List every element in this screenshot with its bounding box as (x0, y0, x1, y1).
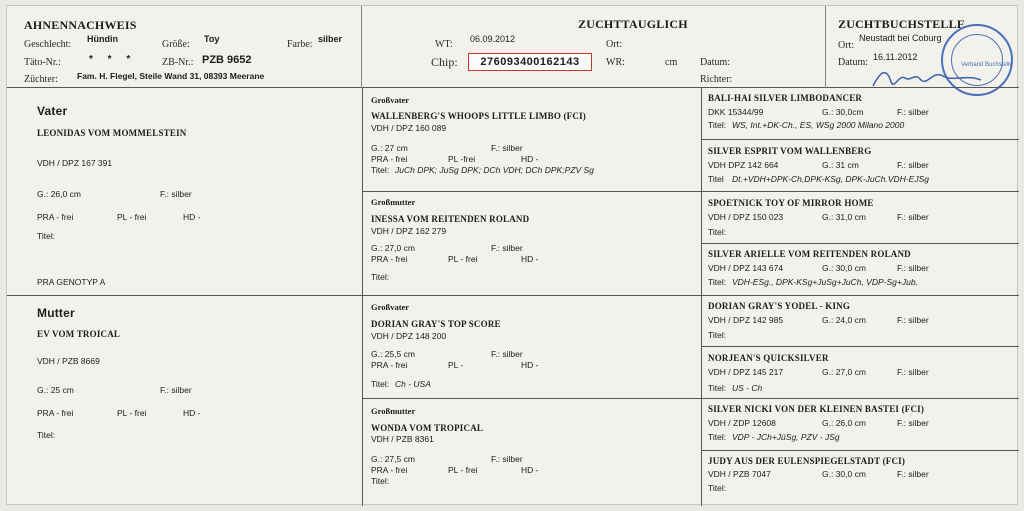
ggp-name: SPOETNICK TOY OF MIRROR HOME (708, 198, 874, 208)
grandparent-reg: VDH / DPZ 162 279 (371, 226, 447, 236)
father-name: LEONIDAS VOM MOMMELSTEIN (37, 128, 187, 138)
cm-label: cm (665, 57, 678, 68)
grandparent-cell (363, 192, 701, 295)
header-divider-right (825, 6, 826, 88)
grandparent-hd: HD - (521, 254, 539, 264)
grandparent-color: F.: silber (491, 349, 523, 359)
father-cell (7, 88, 361, 295)
grandparent-title: Titel: (371, 165, 390, 175)
grandparent-height: G.: 27,5 cm (371, 454, 415, 464)
grandparent-section-label: Großvater (371, 302, 410, 312)
chip-label: Chip: (431, 55, 458, 69)
ggp-title: Titel: (708, 483, 727, 493)
color-value: silber (318, 34, 343, 44)
grandparent-reg: VDH / PZB 8361 (371, 434, 434, 444)
ggp-reg: VDH / DPZ 143 674 (708, 263, 784, 273)
mother-hd: HD - (183, 408, 201, 418)
grandparent-section-label: Großvater (371, 95, 410, 105)
ggp-color: F.: silber (897, 212, 929, 222)
ggp-color: F.: silber (897, 367, 929, 377)
grandparent-height: G.: 25,5 cm (371, 349, 415, 359)
ggp-name: SILVER NICKI VON DER KLEINEN BASTEI (FCI) (708, 404, 925, 414)
great-grandparent-cell (702, 399, 1019, 450)
father-pl: PL - frei (117, 212, 147, 222)
grandparent-hd: HD - (521, 154, 539, 164)
gender-value: Hündin (87, 34, 118, 44)
chip-number: 276093400162143 (468, 53, 592, 71)
ggp-title: Titel (708, 174, 724, 184)
mother-color: F.: silber (160, 385, 192, 395)
grandparent-height: G.: 27 cm (371, 143, 408, 153)
father-height: G.: 26,0 cm (37, 189, 81, 199)
grandparent-title: Titel: (371, 272, 390, 282)
ggp-height: G.: 31,0 cm (822, 212, 866, 222)
pedigree-sheet (6, 5, 1018, 505)
father-pra: PRA - frei (37, 212, 74, 222)
grandparent-reg: VDH / DPZ 148 200 (371, 331, 447, 341)
zb-label: ZB-Nr.: (162, 57, 194, 68)
place-label: Ort: (606, 39, 623, 50)
size-value: Toy (204, 34, 220, 44)
wr-label: WR: (606, 57, 625, 68)
breeder-value: Fam. H. Flegel, Steile Wand 31, 08393 Meerane (77, 71, 265, 81)
ggp-height: G.: 24,0 cm (822, 315, 866, 325)
grandparent-reg: VDH / DPZ 160 089 (371, 123, 447, 133)
ggp-title: Titel: (708, 330, 727, 340)
ggp-height: G.: 27,0 cm (822, 367, 866, 377)
ggp-reg: VDH / ZDP 12608 (708, 418, 776, 428)
zb-value: PZB 9652 (202, 54, 252, 66)
grandparent-pra: PRA - frei (371, 154, 408, 164)
mother-section-label: Mutter (37, 306, 75, 320)
ggp-title-value: WS, Int.+DK-Ch., ES, WSg 2000 Milano 2000 (732, 120, 905, 130)
grandparent-pra: PRA - frei (371, 465, 408, 475)
ggp-reg: VDH / DPZ 145 217 (708, 367, 784, 377)
stamp-text: Verband Buchstelle (961, 62, 1013, 68)
ggp-height: G.: 31 cm (822, 160, 859, 170)
gender-label: Geschlecht: (24, 39, 72, 50)
ggp-color: F.: silber (897, 418, 929, 428)
ggp-reg: VDH / DPZ 150 023 (708, 212, 784, 222)
header-divider-left (361, 6, 362, 88)
ggp-title: Titel: (708, 277, 727, 287)
ggp-color: F.: silber (897, 160, 929, 170)
grandparent-title: Titel: (371, 476, 390, 486)
ggp-title-value: Dt.+VDH+DPK-Ch,DPK-KSg, DPK-JuCh.VDH-EJSg (732, 174, 929, 184)
studbook-date-value: 16.11.2012 (873, 52, 918, 62)
ggp-title-value: US - Ch (732, 383, 763, 393)
wt-label: WT: (435, 39, 453, 50)
ggp-name: BALI-HAI SILVER LIMBODANCER (708, 93, 863, 103)
ggp-title-value: VDH-ESg., DPK-KSg+JuSg+JuCh, VDP-Sg+Jub. (732, 277, 918, 287)
mother-reg: VDH / PZB 8669 (37, 356, 100, 366)
grandparent-name: DORIAN GRAY'S TOP SCORE (371, 319, 501, 329)
ggp-name: SILVER ARIELLE VOM REITENDEN ROLAND (708, 249, 911, 259)
grandparent-section-label: Großmutter (371, 197, 416, 207)
mother-pl: PL - frei (117, 408, 147, 418)
color-label: Farbe: (287, 39, 313, 50)
header-left-title: AHNENNACHWEIS (24, 18, 137, 32)
father-extra: PRA GENOTYP A (37, 277, 106, 287)
great-grandparent-cell (702, 347, 1019, 398)
ggp-color: F.: silber (897, 107, 929, 117)
mother-title: Titel: (37, 430, 56, 440)
grandparent-name: INESSA VOM REITENDEN ROLAND (371, 214, 530, 224)
ggp-name: JUDY AUS DER EULENSPIEGELSTADT (FCI) (708, 456, 906, 466)
father-hd: HD - (183, 212, 201, 222)
ggp-reg: VDH / DPZ 142 985 (708, 315, 784, 325)
grandparent-title: Titel: (371, 379, 390, 389)
mother-pra: PRA - frei (37, 408, 74, 418)
grandparent-name: WALLENBERG'S WHOOPS LITTLE LIMBO (FCI) (371, 111, 586, 121)
studbook-place-label: Ort: (838, 40, 855, 51)
great-grandparent-cell (702, 244, 1019, 295)
mother-name: EV VOM TROICAL (37, 329, 121, 339)
judge-label: Richter: (700, 74, 733, 85)
studbook-place-value: Neustadt bei Coburg (859, 33, 942, 43)
ggp-reg: VDH DPZ 142 664 (708, 160, 779, 170)
grandparent-hd: HD - (521, 360, 539, 370)
ggp-height: G.: 26,0 cm (822, 418, 866, 428)
date-label: Datum: (700, 57, 730, 68)
grandparent-title-value: JuCh DPK; JuSg DPK; DCh VDH; DCh DPK;PZV Sg (395, 165, 594, 175)
grandparent-hd: HD - (521, 465, 539, 475)
grandparent-color: F.: silber (491, 454, 523, 464)
ggp-name: NORJEAN'S QUICKSILVER (708, 353, 829, 363)
grandparent-name: WONDA VOM TROPICAL (371, 423, 484, 433)
wt-value: 06.09.2012 (470, 34, 516, 44)
ggp-name: DORIAN GRAY'S YODEL - KING (708, 301, 851, 311)
ggp-reg: DKK 15344/99 (708, 107, 764, 117)
father-section-label: Vater (37, 104, 68, 118)
breeding-approval-title: ZUCHTTAUGLICH (578, 17, 688, 31)
ggp-title: Titel: (708, 120, 727, 130)
breeder-label: Züchter: (24, 74, 58, 85)
great-grandparent-cell (702, 451, 1019, 506)
grandparent-pl: PL - frei (448, 465, 478, 475)
mother-height: G.: 25 cm (37, 385, 74, 395)
great-grandparent-cell (702, 296, 1019, 346)
ggp-height: G.: 30,0cm (822, 107, 864, 117)
ggp-height: G.: 30,0 cm (822, 469, 866, 479)
grandparent-cell (363, 88, 701, 191)
grandparent-height: G.: 27,0 cm (371, 243, 415, 253)
grandparent-pl: PL - frei (448, 254, 478, 264)
ggp-title: Titel: (708, 227, 727, 237)
grandparent-pl: PL -frei (448, 154, 476, 164)
grandparent-section-label: Großmutter (371, 406, 416, 416)
ggp-title: Titel: (708, 383, 727, 393)
grandparent-pl: PL - (448, 360, 464, 370)
grandparent-pra: PRA - frei (371, 360, 408, 370)
great-grandparent-cell (702, 140, 1019, 191)
ggp-color: F.: silber (897, 263, 929, 273)
grandparent-color: F.: silber (491, 243, 523, 253)
grandparent-cell (363, 296, 701, 398)
father-reg: VDH / DPZ 167 391 (37, 158, 113, 168)
ggp-title: Titel: (708, 432, 727, 442)
grandparent-cell (363, 399, 701, 506)
great-grandparent-cell (702, 88, 1019, 139)
size-label: Größe: (162, 39, 190, 50)
ggp-title-value: VDP - JCh+JüSg, PZV - JSg (732, 432, 840, 442)
tattoo-value: * * * (89, 54, 137, 65)
grandparent-title-value: Ch - USA (395, 379, 431, 389)
father-color: F.: silber (160, 189, 192, 199)
studbook-title: ZUCHTBUCHSTELLE (838, 17, 966, 31)
grandparent-pra: PRA - frei (371, 254, 408, 264)
ggp-color: F.: silber (897, 315, 929, 325)
great-grandparent-cell (702, 192, 1019, 243)
studbook-date-label: Datum: (838, 57, 868, 68)
ggp-color: F.: silber (897, 469, 929, 479)
mother-cell (7, 296, 361, 506)
father-title: Titel: (37, 231, 56, 241)
ggp-name: SILVER ESPRIT VOM WALLENBERG (708, 146, 872, 156)
grandparent-color: F.: silber (491, 143, 523, 153)
ggp-reg: VDH / PZB 7047 (708, 469, 771, 479)
ggp-height: G.: 30,0 cm (822, 263, 866, 273)
tattoo-label: Täto-Nr.: (24, 57, 61, 68)
